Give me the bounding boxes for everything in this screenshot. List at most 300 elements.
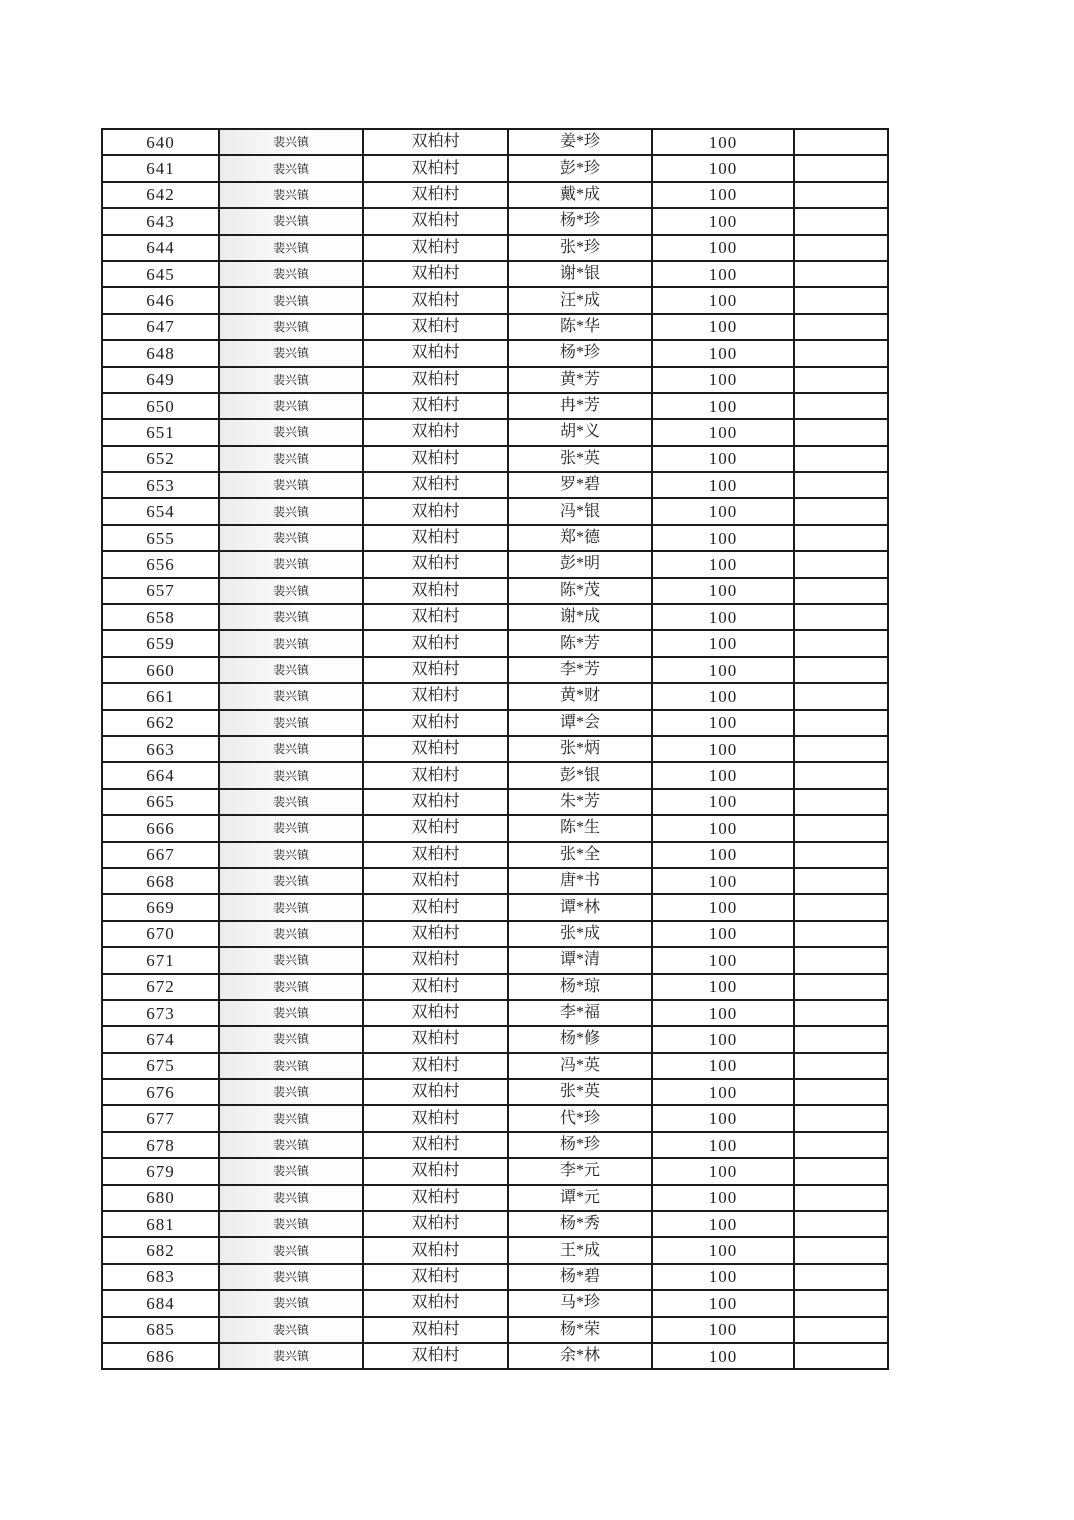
cell-note bbox=[794, 182, 888, 208]
cell-name: 代*珍 bbox=[508, 1105, 652, 1131]
cell-name: 张*全 bbox=[508, 842, 652, 868]
cell-index: 642 bbox=[102, 182, 219, 208]
cell-note bbox=[794, 710, 888, 736]
cell-index: 657 bbox=[102, 578, 219, 604]
cell-town: 裴兴镇 bbox=[219, 604, 363, 630]
cell-village: 双柏村 bbox=[363, 551, 508, 577]
cell-index: 679 bbox=[102, 1158, 219, 1184]
cell-amount: 100 bbox=[652, 868, 794, 894]
cell-amount: 100 bbox=[652, 1185, 794, 1211]
cell-index: 654 bbox=[102, 498, 219, 524]
cell-index: 676 bbox=[102, 1079, 219, 1105]
cell-village: 双柏村 bbox=[363, 947, 508, 973]
cell-name: 唐*书 bbox=[508, 868, 652, 894]
cell-index: 653 bbox=[102, 472, 219, 498]
table-row bbox=[102, 1264, 888, 1290]
table-row bbox=[102, 155, 888, 181]
cell-index: 644 bbox=[102, 235, 219, 261]
cell-village: 双柏村 bbox=[363, 129, 508, 155]
table-row bbox=[102, 683, 888, 709]
cell-town: 裴兴镇 bbox=[219, 208, 363, 234]
table-row bbox=[102, 710, 888, 736]
cell-village: 双柏村 bbox=[363, 155, 508, 181]
cell-town: 裴兴镇 bbox=[219, 393, 363, 419]
cell-name: 李*芳 bbox=[508, 657, 652, 683]
cell-index: 655 bbox=[102, 525, 219, 551]
table-row bbox=[102, 1158, 888, 1184]
cell-town: 裴兴镇 bbox=[219, 842, 363, 868]
cell-village: 双柏村 bbox=[363, 1026, 508, 1052]
cell-amount: 100 bbox=[652, 1264, 794, 1290]
table-row bbox=[102, 1000, 888, 1026]
cell-village: 双柏村 bbox=[363, 525, 508, 551]
cell-name: 杨*碧 bbox=[508, 1264, 652, 1290]
cell-town: 裴兴镇 bbox=[219, 947, 363, 973]
cell-village: 双柏村 bbox=[363, 1264, 508, 1290]
cell-town: 裴兴镇 bbox=[219, 683, 363, 709]
cell-town: 裴兴镇 bbox=[219, 1026, 363, 1052]
cell-amount: 100 bbox=[652, 604, 794, 630]
cell-town: 裴兴镇 bbox=[219, 1000, 363, 1026]
cell-note bbox=[794, 129, 888, 155]
cell-town: 裴兴镇 bbox=[219, 789, 363, 815]
cell-town: 裴兴镇 bbox=[219, 921, 363, 947]
cell-amount: 100 bbox=[652, 842, 794, 868]
cell-note bbox=[794, 419, 888, 445]
cell-village: 双柏村 bbox=[363, 1343, 508, 1369]
cell-name: 谢*银 bbox=[508, 261, 652, 287]
cell-index: 646 bbox=[102, 287, 219, 313]
table-row bbox=[102, 498, 888, 524]
cell-index: 684 bbox=[102, 1290, 219, 1316]
cell-amount: 100 bbox=[652, 287, 794, 313]
cell-note bbox=[794, 815, 888, 841]
cell-amount: 100 bbox=[652, 551, 794, 577]
cell-name: 冉*芳 bbox=[508, 393, 652, 419]
cell-name: 罗*碧 bbox=[508, 472, 652, 498]
cell-name: 张*英 bbox=[508, 1079, 652, 1105]
cell-town: 裴兴镇 bbox=[219, 710, 363, 736]
cell-name: 杨*珍 bbox=[508, 1132, 652, 1158]
cell-village: 双柏村 bbox=[363, 657, 508, 683]
table-row bbox=[102, 446, 888, 472]
table-row bbox=[102, 974, 888, 1000]
table-row bbox=[102, 525, 888, 551]
cell-town: 裴兴镇 bbox=[219, 1237, 363, 1263]
cell-index: 650 bbox=[102, 393, 219, 419]
cell-amount: 100 bbox=[652, 1237, 794, 1263]
cell-name: 姜*珍 bbox=[508, 129, 652, 155]
cell-village: 双柏村 bbox=[363, 287, 508, 313]
cell-index: 641 bbox=[102, 155, 219, 181]
cell-village: 双柏村 bbox=[363, 261, 508, 287]
cell-town: 裴兴镇 bbox=[219, 551, 363, 577]
cell-amount: 100 bbox=[652, 498, 794, 524]
cell-name: 杨*珍 bbox=[508, 208, 652, 234]
cell-name: 陈*生 bbox=[508, 815, 652, 841]
cell-note bbox=[794, 155, 888, 181]
cell-index: 671 bbox=[102, 947, 219, 973]
cell-village: 双柏村 bbox=[363, 1053, 508, 1079]
cell-village: 双柏村 bbox=[363, 683, 508, 709]
cell-amount: 100 bbox=[652, 1290, 794, 1316]
table-row bbox=[102, 129, 888, 155]
cell-town: 裴兴镇 bbox=[219, 314, 363, 340]
cell-note bbox=[794, 762, 888, 788]
records-table-body bbox=[102, 129, 888, 1369]
cell-note bbox=[794, 1053, 888, 1079]
cell-name: 张*英 bbox=[508, 446, 652, 472]
cell-name: 黄*财 bbox=[508, 683, 652, 709]
cell-name: 张*珍 bbox=[508, 235, 652, 261]
cell-amount: 100 bbox=[652, 1343, 794, 1369]
cell-amount: 100 bbox=[652, 314, 794, 340]
table-row bbox=[102, 1079, 888, 1105]
cell-town: 裴兴镇 bbox=[219, 657, 363, 683]
cell-name: 张*成 bbox=[508, 921, 652, 947]
cell-index: 682 bbox=[102, 1237, 219, 1263]
cell-note bbox=[794, 367, 888, 393]
table-row bbox=[102, 1211, 888, 1237]
cell-name: 杨*荣 bbox=[508, 1317, 652, 1343]
cell-index: 667 bbox=[102, 842, 219, 868]
cell-index: 645 bbox=[102, 261, 219, 287]
cell-name: 彭*明 bbox=[508, 551, 652, 577]
cell-note bbox=[794, 1026, 888, 1052]
cell-town: 裴兴镇 bbox=[219, 1290, 363, 1316]
cell-note bbox=[794, 1132, 888, 1158]
cell-village: 双柏村 bbox=[363, 578, 508, 604]
cell-note bbox=[794, 340, 888, 366]
table-row bbox=[102, 1132, 888, 1158]
cell-town: 裴兴镇 bbox=[219, 1264, 363, 1290]
table-row bbox=[102, 1237, 888, 1263]
cell-town: 裴兴镇 bbox=[219, 1132, 363, 1158]
cell-note bbox=[794, 287, 888, 313]
cell-index: 669 bbox=[102, 894, 219, 920]
table-row bbox=[102, 551, 888, 577]
table-row bbox=[102, 235, 888, 261]
cell-note bbox=[794, 789, 888, 815]
cell-amount: 100 bbox=[652, 340, 794, 366]
table-row bbox=[102, 578, 888, 604]
table-row bbox=[102, 947, 888, 973]
cell-note bbox=[794, 974, 888, 1000]
cell-amount: 100 bbox=[652, 683, 794, 709]
table-row bbox=[102, 367, 888, 393]
table-row bbox=[102, 842, 888, 868]
cell-village: 双柏村 bbox=[363, 182, 508, 208]
cell-town: 裴兴镇 bbox=[219, 762, 363, 788]
cell-note bbox=[794, 1237, 888, 1263]
cell-village: 双柏村 bbox=[363, 630, 508, 656]
cell-note bbox=[794, 261, 888, 287]
cell-town: 裴兴镇 bbox=[219, 155, 363, 181]
cell-village: 双柏村 bbox=[363, 789, 508, 815]
cell-name: 谢*成 bbox=[508, 604, 652, 630]
cell-name: 李*福 bbox=[508, 1000, 652, 1026]
cell-amount: 100 bbox=[652, 894, 794, 920]
cell-name: 李*元 bbox=[508, 1158, 652, 1184]
cell-name: 陈*华 bbox=[508, 314, 652, 340]
cell-amount: 100 bbox=[652, 1211, 794, 1237]
cell-amount: 100 bbox=[652, 762, 794, 788]
cell-index: 668 bbox=[102, 868, 219, 894]
cell-index: 647 bbox=[102, 314, 219, 340]
cell-name: 杨*修 bbox=[508, 1026, 652, 1052]
cell-town: 裴兴镇 bbox=[219, 1079, 363, 1105]
cell-village: 双柏村 bbox=[363, 1132, 508, 1158]
cell-amount: 100 bbox=[652, 578, 794, 604]
cell-note bbox=[794, 472, 888, 498]
cell-name: 彭*银 bbox=[508, 762, 652, 788]
cell-name: 谭*元 bbox=[508, 1185, 652, 1211]
cell-village: 双柏村 bbox=[363, 314, 508, 340]
cell-town: 裴兴镇 bbox=[219, 868, 363, 894]
table-row bbox=[102, 419, 888, 445]
cell-amount: 100 bbox=[652, 1158, 794, 1184]
cell-village: 双柏村 bbox=[363, 1000, 508, 1026]
cell-name: 杨*珍 bbox=[508, 340, 652, 366]
cell-index: 681 bbox=[102, 1211, 219, 1237]
cell-amount: 100 bbox=[652, 129, 794, 155]
cell-note bbox=[794, 1000, 888, 1026]
cell-name: 郑*德 bbox=[508, 525, 652, 551]
cell-index: 660 bbox=[102, 657, 219, 683]
cell-note bbox=[794, 498, 888, 524]
cell-amount: 100 bbox=[652, 789, 794, 815]
cell-town: 裴兴镇 bbox=[219, 446, 363, 472]
cell-town: 裴兴镇 bbox=[219, 367, 363, 393]
cell-village: 双柏村 bbox=[363, 868, 508, 894]
table-row bbox=[102, 1317, 888, 1343]
cell-village: 双柏村 bbox=[363, 762, 508, 788]
cell-village: 双柏村 bbox=[363, 419, 508, 445]
cell-note bbox=[794, 842, 888, 868]
cell-amount: 100 bbox=[652, 155, 794, 181]
table-row bbox=[102, 736, 888, 762]
cell-name: 谭*会 bbox=[508, 710, 652, 736]
cell-village: 双柏村 bbox=[363, 235, 508, 261]
cell-town: 裴兴镇 bbox=[219, 287, 363, 313]
table-row bbox=[102, 789, 888, 815]
table-row bbox=[102, 1185, 888, 1211]
cell-village: 双柏村 bbox=[363, 921, 508, 947]
cell-amount: 100 bbox=[652, 1079, 794, 1105]
cell-name: 彭*珍 bbox=[508, 155, 652, 181]
cell-note bbox=[794, 208, 888, 234]
cell-town: 裴兴镇 bbox=[219, 578, 363, 604]
cell-index: 674 bbox=[102, 1026, 219, 1052]
table-row bbox=[102, 182, 888, 208]
cell-village: 双柏村 bbox=[363, 1079, 508, 1105]
cell-index: 666 bbox=[102, 815, 219, 841]
cell-name: 冯*英 bbox=[508, 1053, 652, 1079]
cell-index: 675 bbox=[102, 1053, 219, 1079]
cell-village: 双柏村 bbox=[363, 710, 508, 736]
cell-amount: 100 bbox=[652, 1000, 794, 1026]
cell-index: 652 bbox=[102, 446, 219, 472]
cell-name: 王*成 bbox=[508, 1237, 652, 1263]
cell-town: 裴兴镇 bbox=[219, 1105, 363, 1131]
cell-amount: 100 bbox=[652, 657, 794, 683]
cell-amount: 100 bbox=[652, 1026, 794, 1052]
cell-amount: 100 bbox=[652, 974, 794, 1000]
cell-name: 胡*义 bbox=[508, 419, 652, 445]
cell-note bbox=[794, 736, 888, 762]
cell-name: 谭*林 bbox=[508, 894, 652, 920]
cell-village: 双柏村 bbox=[363, 208, 508, 234]
cell-village: 双柏村 bbox=[363, 842, 508, 868]
cell-index: 680 bbox=[102, 1185, 219, 1211]
cell-note bbox=[794, 1158, 888, 1184]
cell-index: 658 bbox=[102, 604, 219, 630]
cell-amount: 100 bbox=[652, 947, 794, 973]
cell-note bbox=[794, 235, 888, 261]
cell-town: 裴兴镇 bbox=[219, 261, 363, 287]
cell-town: 裴兴镇 bbox=[219, 182, 363, 208]
cell-note bbox=[794, 1317, 888, 1343]
cell-amount: 100 bbox=[652, 630, 794, 656]
cell-note bbox=[794, 578, 888, 604]
cell-index: 659 bbox=[102, 630, 219, 656]
cell-village: 双柏村 bbox=[363, 498, 508, 524]
cell-amount: 100 bbox=[652, 1132, 794, 1158]
cell-village: 双柏村 bbox=[363, 736, 508, 762]
cell-amount: 100 bbox=[652, 710, 794, 736]
table-row bbox=[102, 1053, 888, 1079]
cell-name: 戴*成 bbox=[508, 182, 652, 208]
cell-village: 双柏村 bbox=[363, 815, 508, 841]
table-row bbox=[102, 393, 888, 419]
cell-note bbox=[794, 868, 888, 894]
table-row bbox=[102, 261, 888, 287]
table-row bbox=[102, 815, 888, 841]
cell-name: 余*林 bbox=[508, 1343, 652, 1369]
cell-note bbox=[794, 630, 888, 656]
cell-note bbox=[794, 657, 888, 683]
cell-village: 双柏村 bbox=[363, 974, 508, 1000]
cell-name: 汪*成 bbox=[508, 287, 652, 313]
cell-index: 673 bbox=[102, 1000, 219, 1026]
cell-town: 裴兴镇 bbox=[219, 815, 363, 841]
cell-village: 双柏村 bbox=[363, 340, 508, 366]
cell-index: 651 bbox=[102, 419, 219, 445]
cell-town: 裴兴镇 bbox=[219, 472, 363, 498]
cell-index: 686 bbox=[102, 1343, 219, 1369]
cell-amount: 100 bbox=[652, 815, 794, 841]
cell-name: 陈*茂 bbox=[508, 578, 652, 604]
cell-town: 裴兴镇 bbox=[219, 419, 363, 445]
cell-town: 裴兴镇 bbox=[219, 235, 363, 261]
cell-town: 裴兴镇 bbox=[219, 630, 363, 656]
cell-village: 双柏村 bbox=[363, 367, 508, 393]
cell-index: 678 bbox=[102, 1132, 219, 1158]
cell-note bbox=[794, 1211, 888, 1237]
cell-village: 双柏村 bbox=[363, 393, 508, 419]
cell-note bbox=[794, 921, 888, 947]
cell-note bbox=[794, 1105, 888, 1131]
table-row bbox=[102, 1026, 888, 1052]
cell-index: 670 bbox=[102, 921, 219, 947]
cell-name: 黄*芳 bbox=[508, 367, 652, 393]
cell-amount: 100 bbox=[652, 1053, 794, 1079]
cell-note bbox=[794, 525, 888, 551]
cell-amount: 100 bbox=[652, 1105, 794, 1131]
cell-town: 裴兴镇 bbox=[219, 1158, 363, 1184]
table-row bbox=[102, 657, 888, 683]
cell-town: 裴兴镇 bbox=[219, 974, 363, 1000]
cell-amount: 100 bbox=[652, 472, 794, 498]
table-row bbox=[102, 894, 888, 920]
cell-index: 683 bbox=[102, 1264, 219, 1290]
cell-index: 663 bbox=[102, 736, 219, 762]
cell-town: 裴兴镇 bbox=[219, 525, 363, 551]
cell-note bbox=[794, 1264, 888, 1290]
table-row bbox=[102, 604, 888, 630]
cell-amount: 100 bbox=[652, 419, 794, 445]
cell-name: 马*珍 bbox=[508, 1290, 652, 1316]
cell-index: 649 bbox=[102, 367, 219, 393]
table-row bbox=[102, 762, 888, 788]
cell-note bbox=[794, 894, 888, 920]
cell-village: 双柏村 bbox=[363, 894, 508, 920]
cell-name: 杨*琼 bbox=[508, 974, 652, 1000]
cell-note bbox=[794, 947, 888, 973]
cell-note bbox=[794, 1079, 888, 1105]
cell-index: 640 bbox=[102, 129, 219, 155]
cell-name: 陈*芳 bbox=[508, 630, 652, 656]
cell-village: 双柏村 bbox=[363, 446, 508, 472]
table-row bbox=[102, 1105, 888, 1131]
table-row bbox=[102, 921, 888, 947]
cell-village: 双柏村 bbox=[363, 1105, 508, 1131]
cell-index: 661 bbox=[102, 683, 219, 709]
cell-amount: 100 bbox=[652, 208, 794, 234]
cell-amount: 100 bbox=[652, 182, 794, 208]
cell-amount: 100 bbox=[652, 367, 794, 393]
cell-village: 双柏村 bbox=[363, 604, 508, 630]
cell-index: 672 bbox=[102, 974, 219, 1000]
cell-note bbox=[794, 1185, 888, 1211]
cell-village: 双柏村 bbox=[363, 1290, 508, 1316]
cell-amount: 100 bbox=[652, 393, 794, 419]
cell-village: 双柏村 bbox=[363, 1211, 508, 1237]
cell-amount: 100 bbox=[652, 446, 794, 472]
cell-town: 裴兴镇 bbox=[219, 1185, 363, 1211]
cell-index: 664 bbox=[102, 762, 219, 788]
cell-index: 648 bbox=[102, 340, 219, 366]
table-row bbox=[102, 630, 888, 656]
cell-index: 643 bbox=[102, 208, 219, 234]
cell-note bbox=[794, 446, 888, 472]
cell-note bbox=[794, 551, 888, 577]
cell-village: 双柏村 bbox=[363, 1185, 508, 1211]
cell-town: 裴兴镇 bbox=[219, 894, 363, 920]
cell-village: 双柏村 bbox=[363, 1317, 508, 1343]
cell-amount: 100 bbox=[652, 921, 794, 947]
cell-town: 裴兴镇 bbox=[219, 498, 363, 524]
cell-name: 朱*芳 bbox=[508, 789, 652, 815]
cell-name: 杨*秀 bbox=[508, 1211, 652, 1237]
cell-town: 裴兴镇 bbox=[219, 736, 363, 762]
records-table bbox=[101, 128, 889, 1370]
table-row bbox=[102, 340, 888, 366]
cell-note bbox=[794, 314, 888, 340]
cell-amount: 100 bbox=[652, 1317, 794, 1343]
cell-note bbox=[794, 604, 888, 630]
cell-index: 665 bbox=[102, 789, 219, 815]
